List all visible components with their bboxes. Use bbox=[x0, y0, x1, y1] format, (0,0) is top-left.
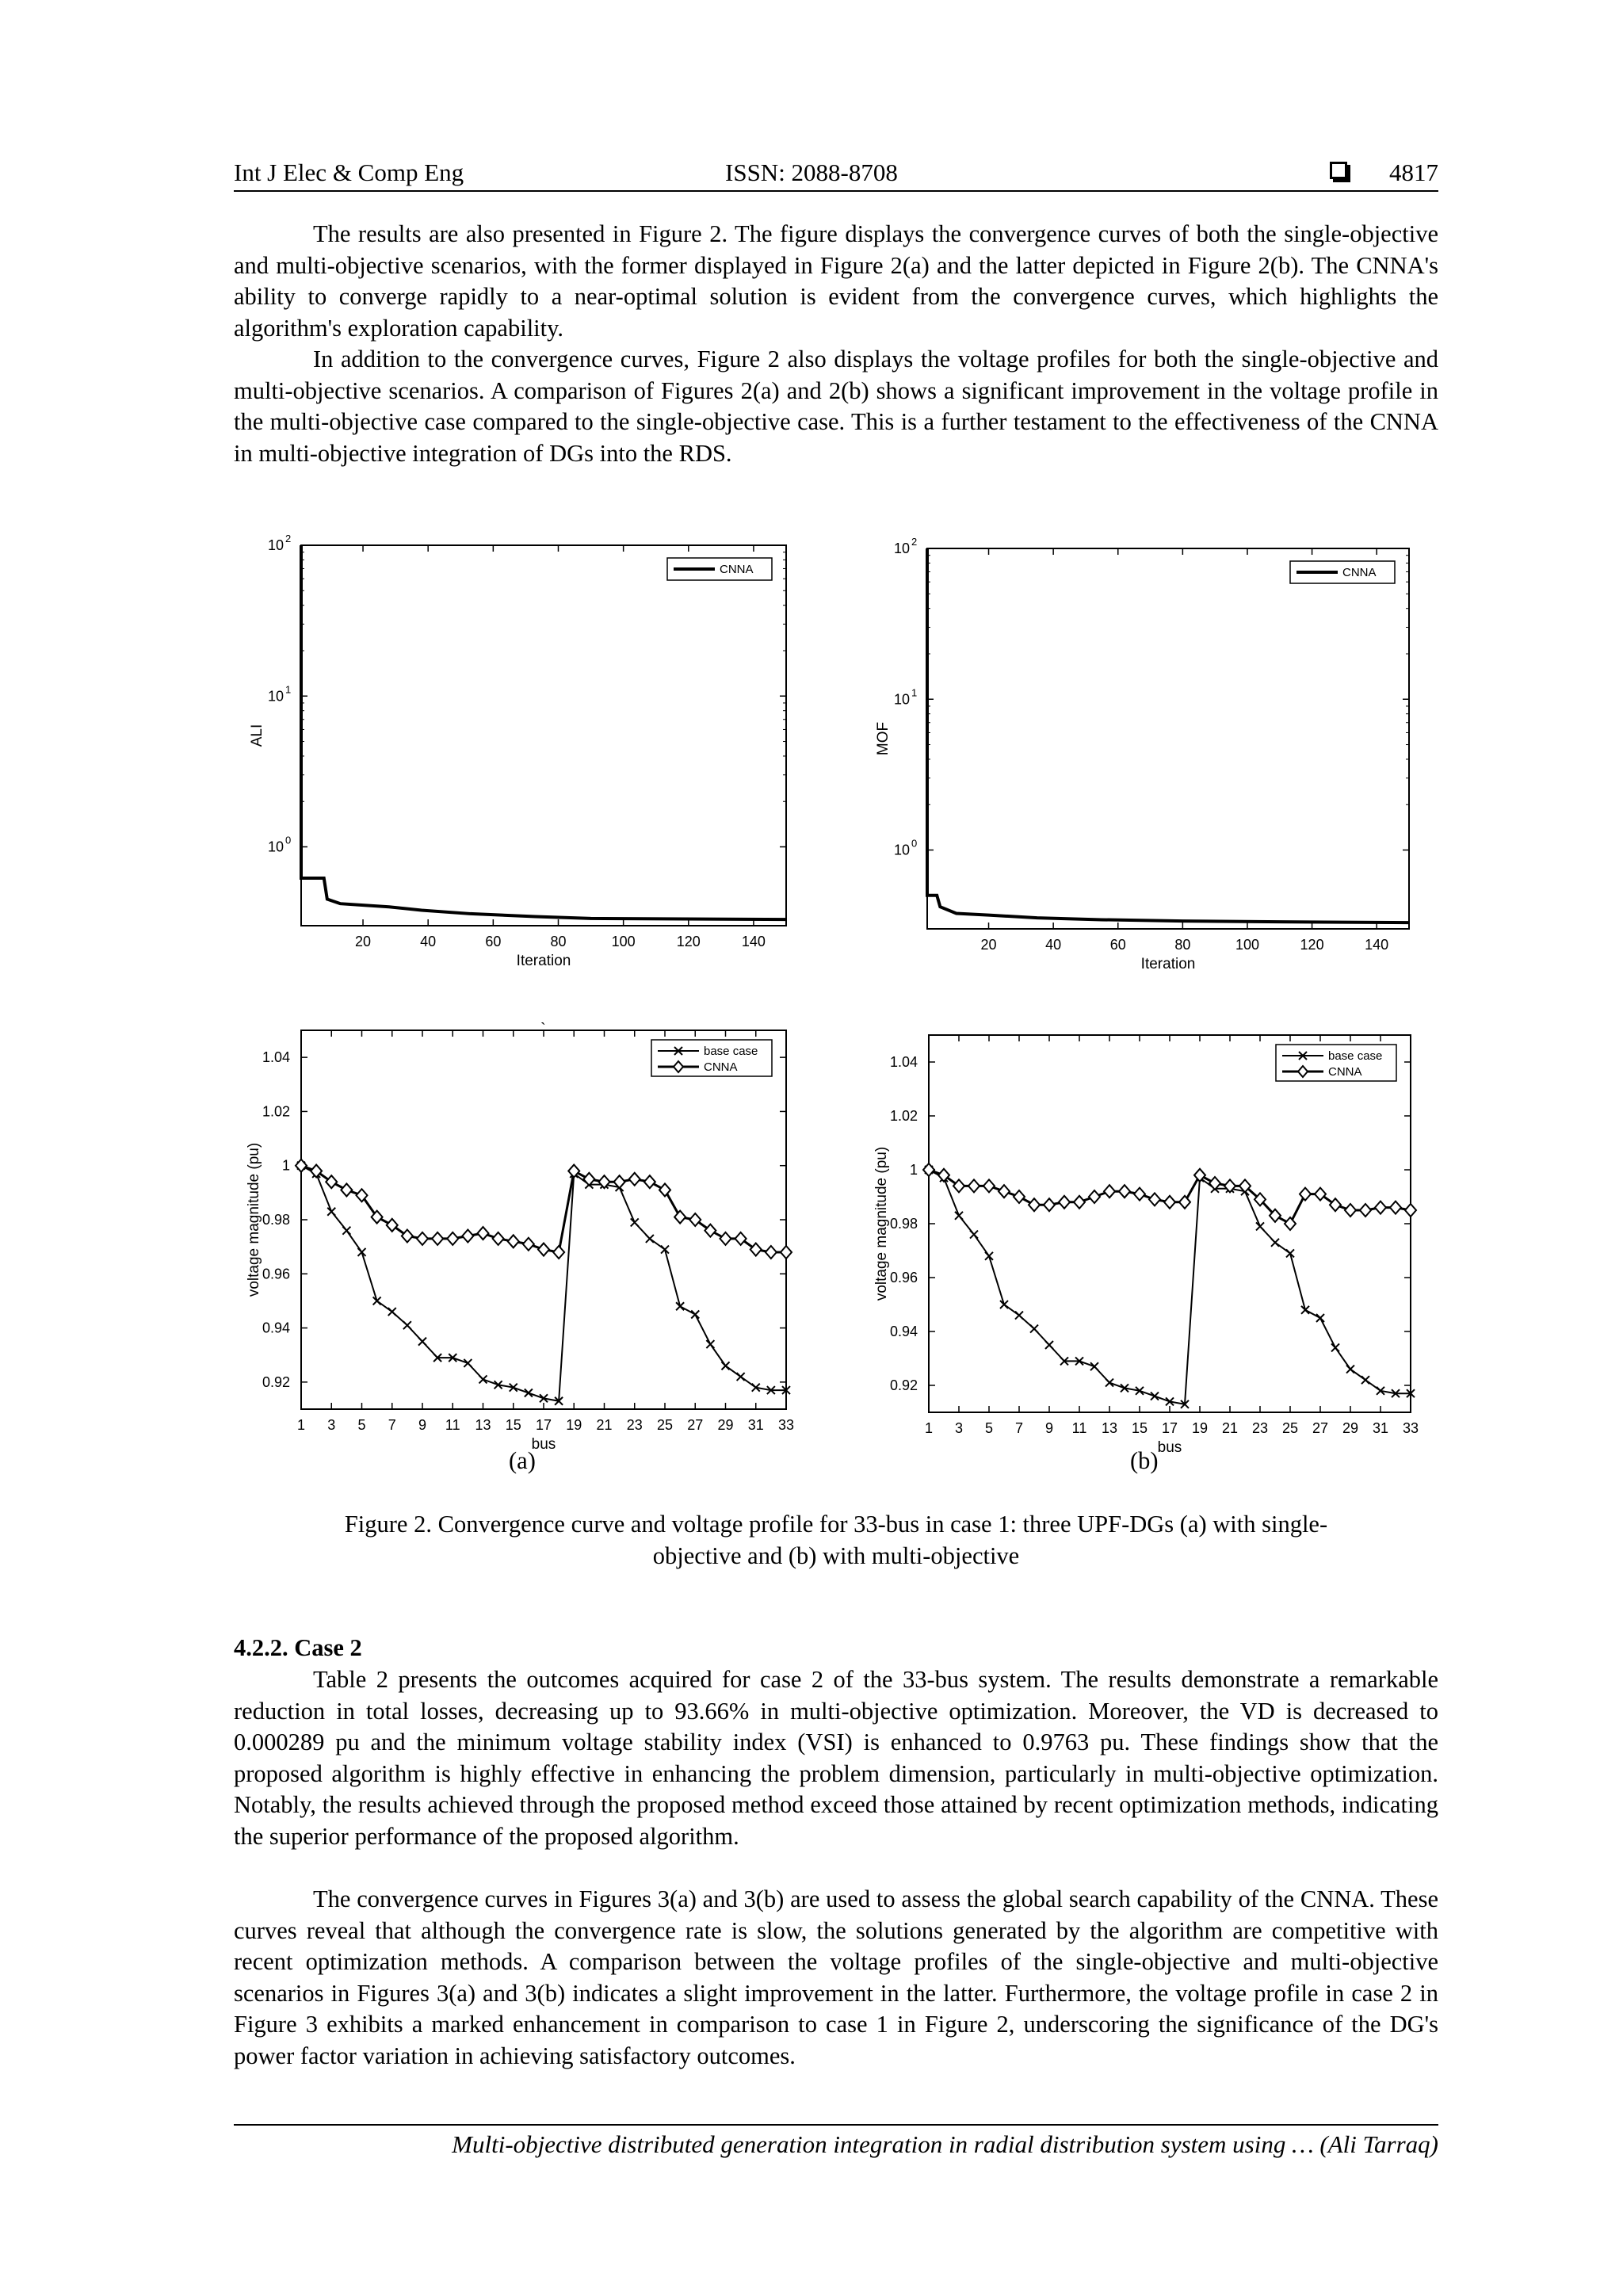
y-tick-label: 0.94 bbox=[262, 1320, 290, 1336]
y-tick-label: 10 bbox=[267, 537, 284, 553]
plot-frame bbox=[929, 1035, 1411, 1412]
footer-divider bbox=[234, 2124, 1438, 2126]
y-tick-label: 0.94 bbox=[889, 1324, 918, 1339]
x-tick-label: 29 bbox=[1342, 1420, 1359, 1436]
x-tick-label: 5 bbox=[357, 1417, 366, 1433]
x-tick-label: 80 bbox=[550, 934, 567, 949]
y-tick-label: 10 bbox=[893, 541, 910, 556]
paragraph-3: Table 2 presents the outcomes acquired for case 2 of the 33-bus system. The results demonstrate a remarkable reduction in total losses, decreasing up to 93.66% in multi-objective optimization. Moreover, the VD is decreased to 0.000289 pu and the minimum voltage stability index (VSI) is enhanced to 0.9763 pu. These findings show that the proposed algorithm is highly effective in enhancing the problem dimension, particularly in multi-objective optimization. Notably, the results achieved through the proposed method exceed those attained by recent optimization methods, indicating the superior performance of the proposed algorithm. bbox=[234, 1666, 1438, 1850]
figure-label-a: (a) bbox=[509, 1447, 536, 1474]
figure-caption bbox=[234, 1508, 1438, 1572]
y-tick-label: 0.96 bbox=[889, 1270, 918, 1286]
x-tick-label: 15 bbox=[1131, 1420, 1148, 1436]
y-tick-label: 10 bbox=[893, 691, 910, 708]
x-tick-label: 21 bbox=[1221, 1420, 1239, 1436]
x-tick-label: 3 bbox=[327, 1417, 336, 1433]
y-tick-label: 1.04 bbox=[889, 1054, 918, 1070]
y-tick-label: 10 bbox=[267, 688, 284, 705]
y-tick-label: 0.98 bbox=[889, 1216, 918, 1232]
section-heading: 4.2.2. Case 2 bbox=[234, 1634, 362, 1661]
x-axis-label: Iteration bbox=[1140, 956, 1196, 972]
x-tick-label: 20 bbox=[355, 934, 372, 949]
figure-label-b: (b) bbox=[1130, 1447, 1159, 1474]
x-tick-label: 23 bbox=[626, 1417, 643, 1433]
x-tick-label: 27 bbox=[1312, 1420, 1329, 1436]
paragraph-1: The results are also presented in Figure 2. The figure displays the convergence curves of both the single-objective and multi-objective scenarios, with the former displayed in Figure 2(a) and the latter depicted in Figure 2(b). The CNNA's ability to converge rapidly to a near-optimal solution is evident from the convergence curves, which highlights the algorithm's exploration capability. bbox=[234, 220, 1438, 342]
y-tick-label: 1.02 bbox=[262, 1103, 290, 1120]
y-tick-exponent: 2 bbox=[911, 536, 918, 548]
x-tick-label: 9 bbox=[1044, 1420, 1054, 1436]
journal-name: Int J Elec & Comp Eng bbox=[234, 159, 464, 186]
y-tick-label: 0.96 bbox=[262, 1266, 290, 1282]
legend-label: CNNA bbox=[1328, 1065, 1362, 1079]
issn: ISSN: 2088-8708 bbox=[725, 159, 898, 186]
x-tick-label: 7 bbox=[388, 1417, 396, 1433]
legend-label-cnna: CNNA bbox=[1342, 566, 1377, 579]
x-tick-label: 31 bbox=[1372, 1420, 1389, 1436]
x-tick-label: 60 bbox=[1109, 937, 1126, 953]
x-tick-label: 23 bbox=[1251, 1420, 1269, 1436]
y-tick-label: 0.92 bbox=[889, 1377, 918, 1393]
page-footer: Multi-objective distributed generation integration in radial distribution system using … (Ali Tarraq) bbox=[452, 2130, 1438, 2158]
page-header bbox=[234, 155, 1438, 192]
plot-frame bbox=[301, 545, 786, 926]
paragraph-4: The convergence curves in Figures 3(a) and 3(b) are used to assess the global search capability of the CNNA. These curves reveal that although the convergence rate is slow, the solutions generated by the algorithm are competitive with recent optimization methods. A comparison between the voltage profiles of the single-objective and multi-objective scenarios in Figures 3(a) and 3(b) indicates a slight improvement in the latter. Furthermore, the voltage profile in case 2 in Figure 3 exhibits a marked enhancement in comparison to case 1 in Figure 2, underscoring the significance of the DG's power factor variation in achieving satisfactory outcomes. bbox=[234, 1885, 1438, 2069]
y-tick-exponent: 0 bbox=[911, 837, 918, 850]
x-tick-label: 60 bbox=[485, 934, 502, 949]
y-tick-label: 1 bbox=[281, 1157, 290, 1174]
y-tick-label: 1 bbox=[909, 1162, 918, 1178]
page-number: 4817 bbox=[1389, 159, 1438, 186]
caption-line-2: objective and (b) with multi-objective bbox=[652, 1542, 1020, 1569]
x-tick-label: 1 bbox=[296, 1417, 306, 1433]
x-tick-label: 40 bbox=[420, 934, 437, 949]
y-tick-label: 0.98 bbox=[262, 1212, 290, 1228]
paragraph-2: In addition to the convergence curves, Figure 2 also displays the voltage profiles for both the single-objective and multi-objective scenarios. A comparison of Figures 2(a) and 2(b) shows a significant improvement in the voltage profile in the multi-objective case compared to the single-objective case. This is a further testament to the effectiveness of the CNNA in multi-objective integration of DGs into the RDS. bbox=[234, 346, 1438, 467]
y-tick-exponent: 2 bbox=[285, 533, 292, 544]
x-tick-label: 140 bbox=[1365, 937, 1389, 953]
voltage-profile-chart-a bbox=[238, 1022, 808, 1466]
x-tick-label: 100 bbox=[611, 934, 636, 949]
x-tick-label: 11 bbox=[1071, 1420, 1087, 1436]
x-axis-label: Iteration bbox=[516, 953, 571, 969]
y-tick-label: 1.04 bbox=[262, 1049, 290, 1066]
x-tick-label: 7 bbox=[1014, 1420, 1024, 1436]
x-tick-label: 3 bbox=[954, 1420, 964, 1436]
x-tick-label: 13 bbox=[1101, 1420, 1118, 1436]
y-tick-exponent: 1 bbox=[285, 683, 292, 696]
x-tick-label: 120 bbox=[676, 934, 701, 949]
x-tick-label: 27 bbox=[687, 1417, 704, 1433]
y-tick-exponent: 0 bbox=[285, 834, 292, 846]
y-axis-label: ALI bbox=[249, 724, 265, 747]
x-tick-label: 13 bbox=[475, 1417, 491, 1433]
x-tick-label: 25 bbox=[1281, 1420, 1299, 1436]
voltage-profile-chart-b bbox=[862, 1027, 1433, 1471]
legend-label-cnna: CNNA bbox=[720, 563, 754, 576]
x-tick-label: 33 bbox=[777, 1417, 795, 1433]
square-bullet-icon bbox=[1330, 162, 1347, 179]
x-tick-label: 140 bbox=[741, 934, 766, 949]
legend-label: CNNA bbox=[704, 1060, 738, 1074]
y-axis-label: voltage magnitude (pu) bbox=[246, 1142, 262, 1297]
x-tick-label: 33 bbox=[1402, 1420, 1419, 1436]
x-tick-label: 25 bbox=[656, 1417, 674, 1433]
legend-label: base case bbox=[1328, 1049, 1383, 1063]
y-tick-label: 1.02 bbox=[889, 1108, 918, 1124]
x-tick-label: 11 bbox=[445, 1417, 460, 1433]
convergence-chart-a bbox=[238, 533, 808, 981]
plot-frame bbox=[927, 548, 1409, 929]
x-axis-label: bus bbox=[531, 1436, 556, 1453]
y-tick-label: 10 bbox=[267, 839, 284, 855]
x-tick-label: 80 bbox=[1174, 937, 1191, 953]
x-tick-label: 40 bbox=[1045, 937, 1062, 953]
y-axis-label: MOF bbox=[875, 721, 892, 756]
legend-label: base case bbox=[704, 1045, 758, 1058]
x-tick-label: 29 bbox=[717, 1417, 734, 1433]
x-tick-label: 120 bbox=[1300, 937, 1324, 953]
y-tick-label: 0.92 bbox=[262, 1373, 290, 1390]
x-tick-label: 1 bbox=[924, 1420, 934, 1436]
x-tick-label: 31 bbox=[747, 1417, 764, 1433]
x-tick-label: 17 bbox=[535, 1417, 552, 1433]
x-tick-label: 15 bbox=[505, 1417, 521, 1433]
y-tick-exponent: 1 bbox=[911, 686, 918, 699]
x-tick-label: 17 bbox=[1161, 1420, 1178, 1436]
x-tick-label: 19 bbox=[1191, 1420, 1209, 1436]
y-tick-label: 10 bbox=[893, 842, 910, 858]
caption-line-1: Figure 2. Convergence curve and voltage profile for 33-bus in case 1: three UPF-DGs (a) with single- bbox=[344, 1511, 1328, 1538]
x-tick-label: 5 bbox=[984, 1420, 994, 1436]
x-tick-label: 20 bbox=[980, 937, 997, 953]
y-axis-label: voltage magnitude (pu) bbox=[873, 1146, 890, 1301]
x-tick-label: 19 bbox=[566, 1417, 582, 1433]
x-tick-label: 21 bbox=[596, 1417, 613, 1433]
convergence-chart-b bbox=[862, 536, 1433, 983]
x-tick-label: 9 bbox=[418, 1417, 427, 1433]
x-axis-label: bus bbox=[1157, 1439, 1182, 1456]
x-tick-label: 100 bbox=[1235, 937, 1259, 953]
stray-mark: ` bbox=[540, 1020, 546, 1037]
